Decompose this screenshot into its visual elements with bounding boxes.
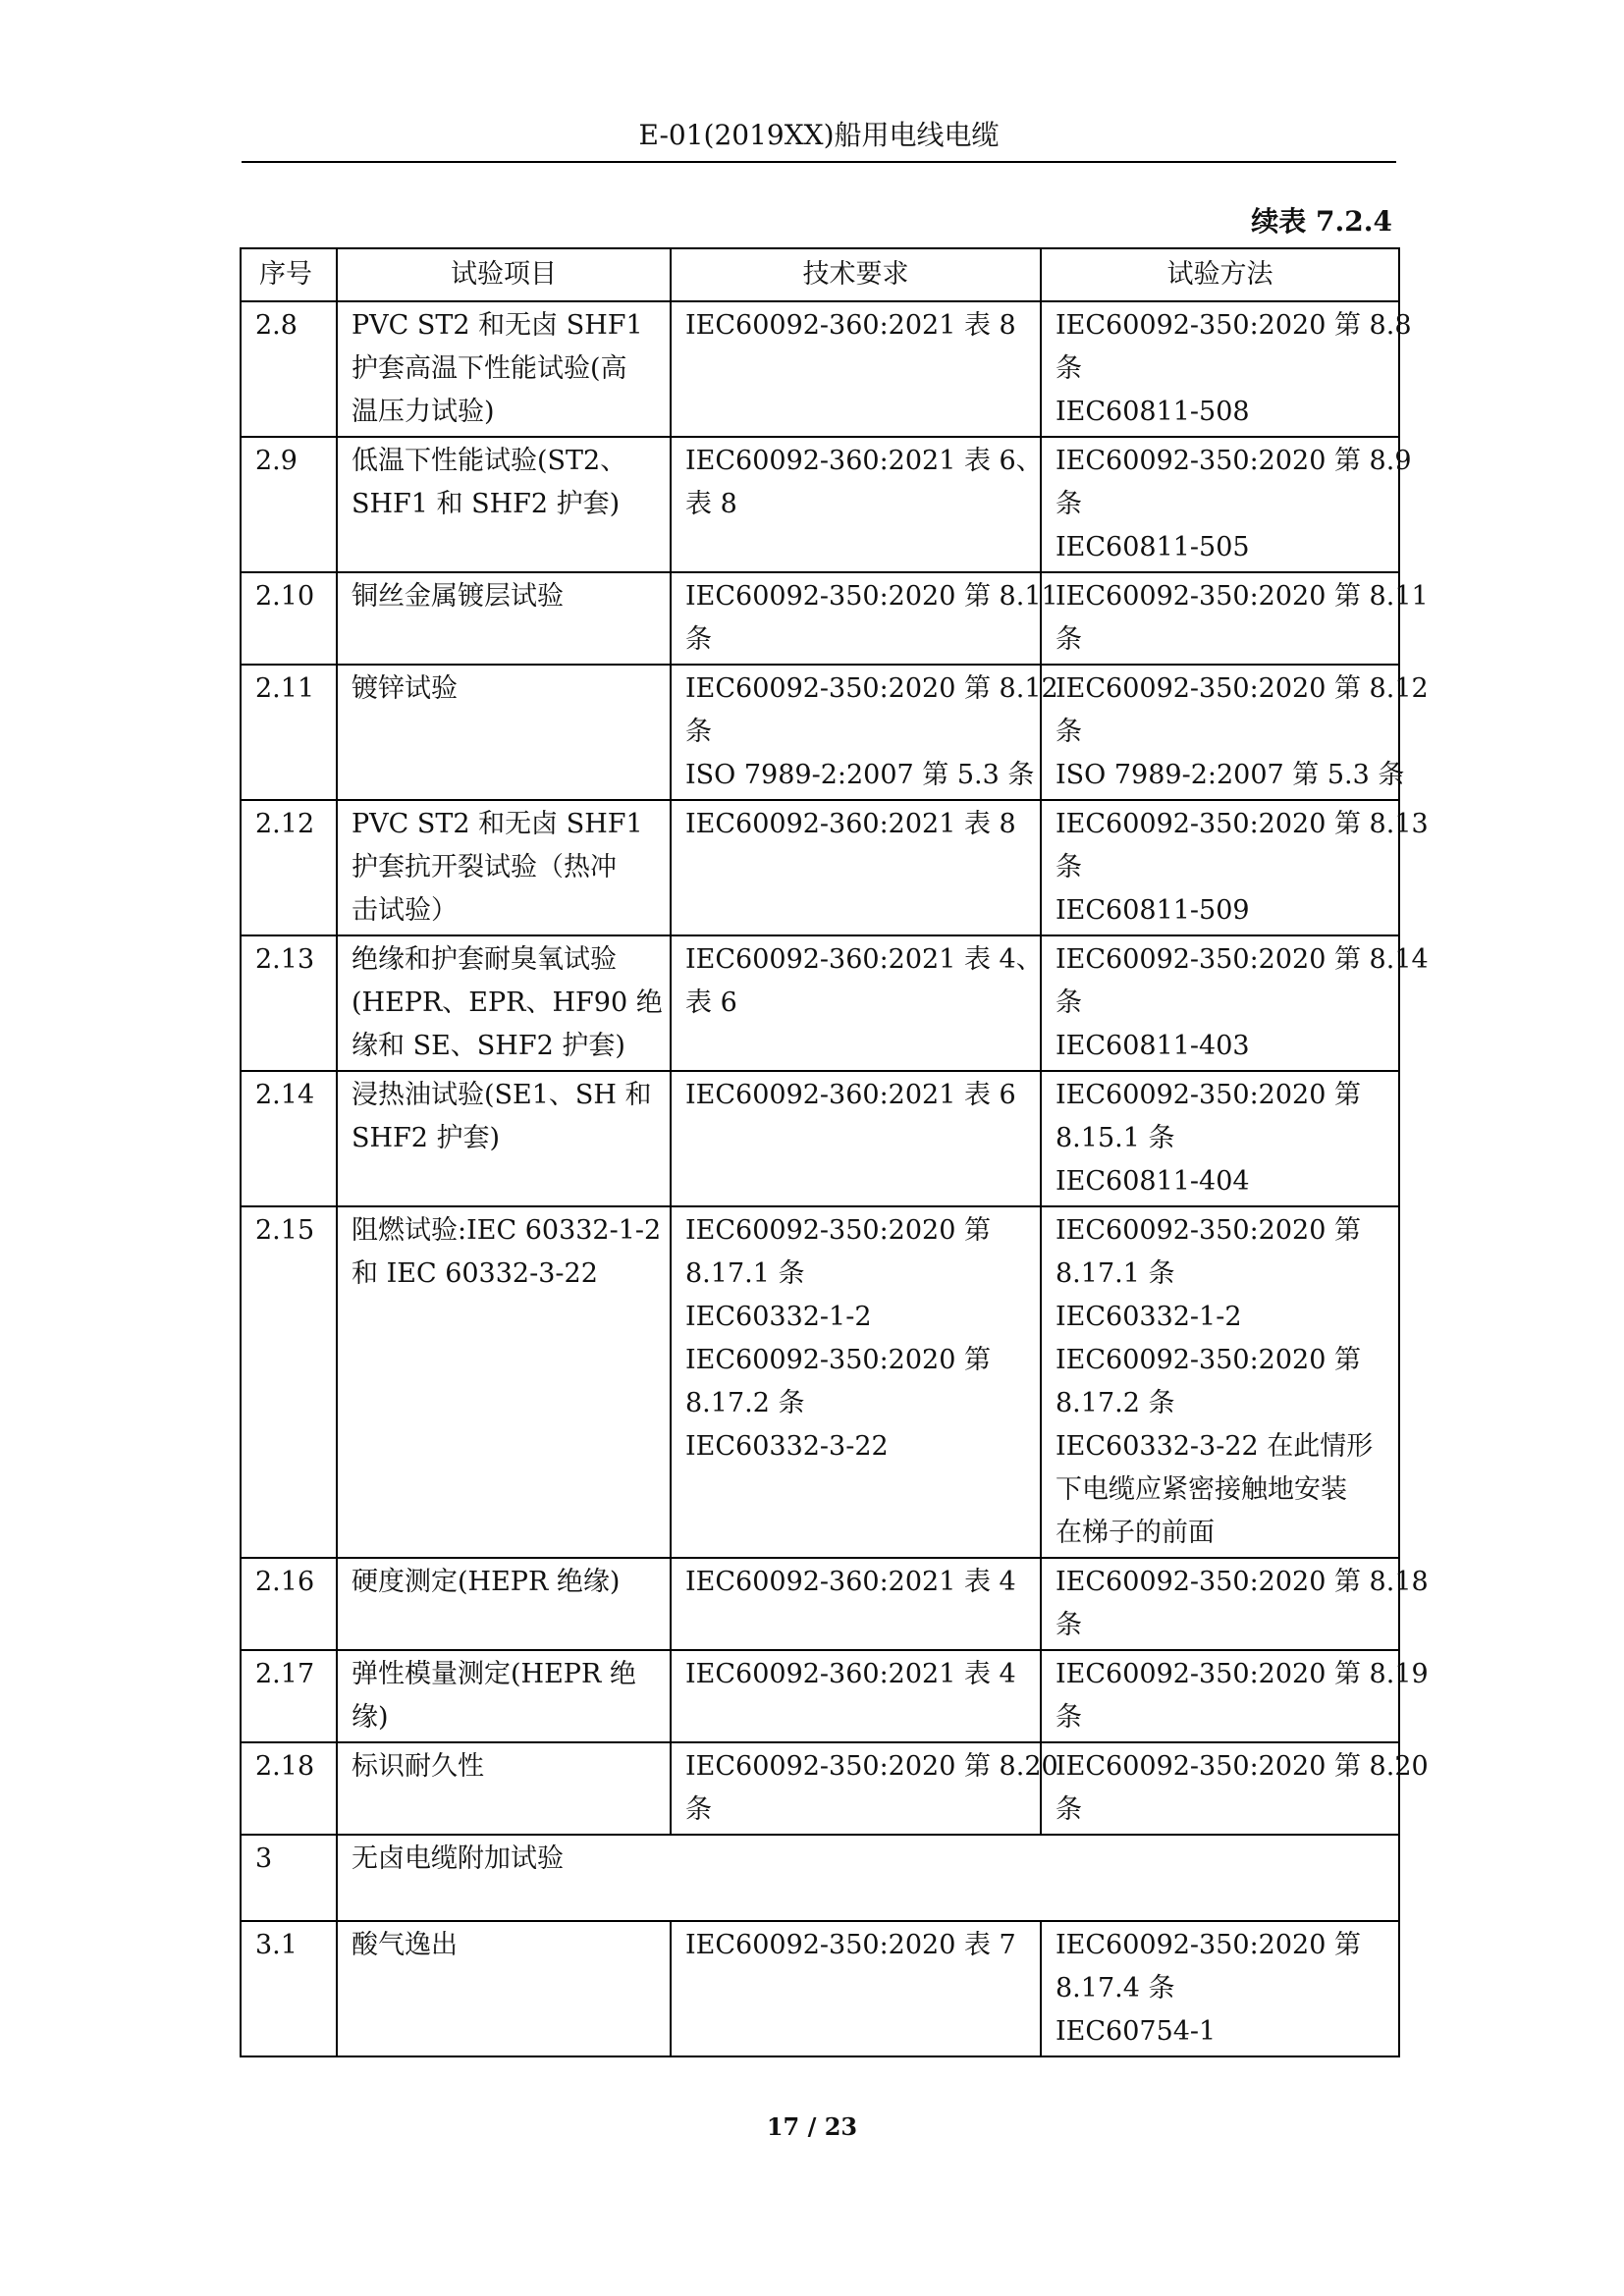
cell-line: 条	[1056, 1610, 1082, 1640]
cell-line: IEC60332-3-22	[685, 1431, 889, 1462]
cell-requirement	[671, 1206, 1041, 1558]
table-row	[241, 301, 1399, 437]
cell-line: 条	[1056, 489, 1082, 519]
cell-line: IEC60092-350:2020 第 8.11	[1056, 581, 1429, 612]
cell-line: IEC60092-350:2020 第 8.11	[685, 581, 1058, 612]
cell-line: IEC60092-350:2020 第	[685, 1215, 991, 1246]
table-row	[241, 935, 1399, 1071]
cell-line: 8.17.1 条	[685, 1258, 805, 1289]
cell-no: 2.12	[241, 800, 337, 935]
cell-line: IEC60092-350:2020 第 8.14	[1056, 944, 1429, 975]
cell-line: IEC60092-350:2020 第 8.20	[685, 1751, 1058, 1782]
cell-line: 8.15.1 条	[1056, 1123, 1175, 1153]
cell-method	[1041, 301, 1412, 437]
table-header-row	[241, 248, 1399, 301]
cell-method	[1041, 1558, 1429, 1650]
cell-line: IEC60092-350:2020 第	[1056, 1930, 1361, 1960]
cell-requirement	[671, 1558, 1041, 1650]
col-header-method: 试验方法	[1041, 248, 1399, 301]
cell-line: 条	[685, 1794, 712, 1825]
cell-requirement	[671, 572, 1058, 665]
cell-line: IEC60811-404	[1056, 1166, 1250, 1197]
page-number: 17 / 23	[766, 2112, 858, 2141]
cell-line: (HEPR、EPR、HF90 绝	[352, 988, 663, 1018]
cell-line: IEC60811-508	[1056, 397, 1250, 427]
cell-line: SHF2 护套)	[352, 1123, 501, 1153]
cell-line: 8.17.2 条	[685, 1388, 805, 1418]
cell-line: SHF1 和 SHF2 护套)	[352, 489, 621, 519]
cell-line: IEC60092-350:2020 第	[1056, 1080, 1361, 1110]
cell-method	[1041, 1921, 1399, 2056]
cell-line: 8.17.1 条	[1056, 1258, 1175, 1289]
cell-line: IEC60092-350:2020 第 8.12	[685, 673, 1058, 704]
cell-no: 2.13	[241, 935, 337, 1071]
table-row	[241, 800, 1399, 935]
cell-line: 弹性模量测定(HEPR 绝	[352, 1659, 636, 1689]
cell-line: IEC60092-350:2020 第	[1056, 1215, 1361, 1246]
cell-line: 硬度测定(HEPR 绝缘)	[352, 1567, 621, 1597]
cell-line: IEC60092-350:2020 第 8.13	[1056, 809, 1429, 839]
cell-line: ISO 7989-2:2007 第 5.3 条	[685, 760, 1035, 790]
table-row	[241, 1921, 1399, 2056]
cell-line: IEC60092-350:2020 表 7	[685, 1930, 1016, 1960]
cell-method	[1041, 572, 1429, 665]
cell-line: 下电缆应紧密接触地安装	[1056, 1474, 1347, 1505]
cell-line: 铜丝金属镀层试验	[352, 581, 564, 612]
test-table	[240, 247, 1429, 2057]
cell-line: 缘和 SE、SHF2 护套)	[352, 1031, 625, 1061]
table-caption: 续表 7.2.4	[1251, 205, 1392, 238]
cell-item	[337, 572, 671, 665]
cell-line: 8.17.2 条	[1056, 1388, 1175, 1418]
cell-line: 条	[1056, 852, 1082, 882]
table-row	[241, 572, 1399, 665]
table-row	[241, 665, 1399, 800]
table-row	[241, 1558, 1399, 1650]
cell-line: IEC60092-350:2020 第 8.12	[1056, 673, 1429, 704]
cell-line: IEC60092-350:2020 第	[1056, 1345, 1361, 1375]
cell-line: IEC60092-360:2021 表 6	[685, 1080, 1016, 1110]
cell-line: 阻燃试验:IEC 60332-1-2	[352, 1215, 662, 1246]
cell-line: 绝缘和护套耐臭氧试验	[352, 944, 617, 975]
col-header-no: 序号	[241, 248, 337, 301]
cell-line: 护套抗开裂试验（热冲	[352, 852, 617, 882]
cell-requirement	[671, 800, 1041, 935]
table-row	[241, 1650, 1399, 1742]
cell-line: 表 8	[685, 489, 737, 519]
cell-line: IEC60811-509	[1056, 895, 1250, 926]
cell-line: 温压力试验)	[352, 397, 495, 427]
cell-method	[1041, 1742, 1429, 1835]
cell-requirement	[671, 935, 1041, 1071]
cell-line: IEC60092-350:2020 第 8.19	[1056, 1659, 1429, 1689]
cell-line: 条	[1056, 1794, 1082, 1825]
cell-no: 2.14	[241, 1071, 337, 1206]
cell-line: IEC60332-1-2	[1056, 1302, 1242, 1332]
cell-line: 条	[1056, 988, 1082, 1018]
cell-no: 2.16	[241, 1558, 337, 1650]
cell-no: 2.18	[241, 1742, 337, 1835]
cell-requirement	[671, 665, 1058, 800]
cell-method	[1041, 1206, 1399, 1558]
cell-line: 条	[1056, 1702, 1082, 1733]
cell-line: 表 6	[685, 988, 737, 1018]
cell-line: IEC60092-350:2020 第 8.20	[1056, 1751, 1429, 1782]
cell-line: ISO 7989-2:2007 第 5.3 条	[1056, 760, 1405, 790]
cell-no: 2.9	[241, 437, 337, 572]
cell-line: 击试验）	[352, 895, 458, 926]
cell-line: IEC60754-1	[1056, 2016, 1217, 2047]
cell-line: 低温下性能试验(ST2、	[352, 446, 627, 476]
cell-line: PVC ST2 和无卤 SHF1	[352, 809, 643, 839]
cell-line: 镀锌试验	[352, 673, 458, 704]
cell-line: IEC60811-403	[1056, 1031, 1250, 1061]
cell-requirement	[671, 1742, 1058, 1835]
cell-line: 护套高温下性能试验(高	[352, 353, 627, 384]
section-no: 3	[241, 1835, 337, 1921]
cell-line: IEC60092-350:2020 第 8.18	[1056, 1567, 1429, 1597]
cell-method	[1041, 935, 1429, 1071]
col-header-item: 试验项目	[337, 248, 671, 301]
cell-item	[337, 665, 671, 800]
cell-method	[1041, 1650, 1429, 1742]
cell-line: 条	[1056, 717, 1082, 747]
cell-line: 标识耐久性	[352, 1751, 484, 1782]
cell-requirement	[671, 1921, 1041, 2056]
table-row	[241, 1742, 1399, 1835]
cell-item	[337, 1650, 671, 1742]
table-row	[241, 437, 1399, 572]
cell-line: 和 IEC 60332-3-22	[352, 1258, 598, 1289]
cell-line: 条	[685, 624, 712, 655]
table-row	[241, 1071, 1399, 1206]
cell-no: 2.15	[241, 1206, 337, 1558]
table-body	[241, 301, 1429, 2056]
cell-item	[337, 301, 671, 437]
cell-no: 2.11	[241, 665, 337, 800]
cell-no: 2.8	[241, 301, 337, 437]
cell-line: IEC60092-350:2020 第 8.8	[1056, 310, 1412, 341]
cell-line: IEC60092-360:2021 表 8	[685, 809, 1016, 839]
cell-line: 8.17.4 条	[1056, 1973, 1175, 2003]
cell-item	[337, 1206, 671, 1558]
cell-requirement	[671, 301, 1041, 437]
cell-requirement	[671, 437, 1041, 572]
table-row	[241, 1206, 1399, 1558]
cell-line: PVC ST2 和无卤 SHF1	[352, 310, 643, 341]
cell-item	[337, 1558, 671, 1650]
cell-no: 2.17	[241, 1650, 337, 1742]
cell-line: IEC60811-505	[1056, 532, 1250, 562]
cell-method	[1041, 1071, 1399, 1206]
page-header: E-01(2019XX)船用电线电缆	[638, 119, 1000, 151]
cell-line: 在梯子的前面	[1056, 1518, 1215, 1548]
section-row	[241, 1835, 1399, 1921]
cell-line: IEC60332-3-22 在此情形	[1056, 1431, 1374, 1462]
cell-item	[337, 437, 671, 572]
cell-line: IEC60092-360:2021 表 6、	[685, 446, 1043, 476]
col-header-requirement: 技术要求	[671, 248, 1041, 301]
cell-item	[337, 1742, 671, 1835]
cell-line: IEC60092-360:2021 表 4	[685, 1567, 1016, 1597]
cell-line: 条	[1056, 624, 1082, 655]
cell-item	[337, 1921, 671, 2056]
cell-line: IEC60092-350:2020 第 8.9	[1056, 446, 1412, 476]
cell-requirement	[671, 1071, 1041, 1206]
cell-line: 缘)	[352, 1702, 389, 1733]
cell-no: 2.10	[241, 572, 337, 665]
section-title: 无卤电缆附加试验	[337, 1835, 1399, 1921]
cell-no: 3.1	[241, 1921, 337, 2056]
cell-line: 浸热油试验(SE1、SH 和	[352, 1080, 652, 1110]
cell-line: IEC60092-360:2021 表 4	[685, 1659, 1016, 1689]
cell-item	[337, 935, 671, 1071]
cell-method	[1041, 800, 1429, 935]
cell-method	[1041, 437, 1412, 572]
cell-line: IEC60092-360:2021 表 4、	[685, 944, 1043, 975]
cell-line: IEC60332-1-2	[685, 1302, 872, 1332]
cell-method	[1041, 665, 1429, 800]
header-rule	[242, 161, 1396, 163]
cell-line: 条	[1056, 353, 1082, 384]
cell-line: IEC60092-350:2020 第	[685, 1345, 991, 1375]
cell-item	[337, 800, 671, 935]
cell-requirement	[671, 1650, 1041, 1742]
cell-line: 条	[685, 717, 712, 747]
cell-line: 酸气逸出	[352, 1930, 458, 1960]
cell-item	[337, 1071, 671, 1206]
cell-line: IEC60092-360:2021 表 8	[685, 310, 1016, 341]
